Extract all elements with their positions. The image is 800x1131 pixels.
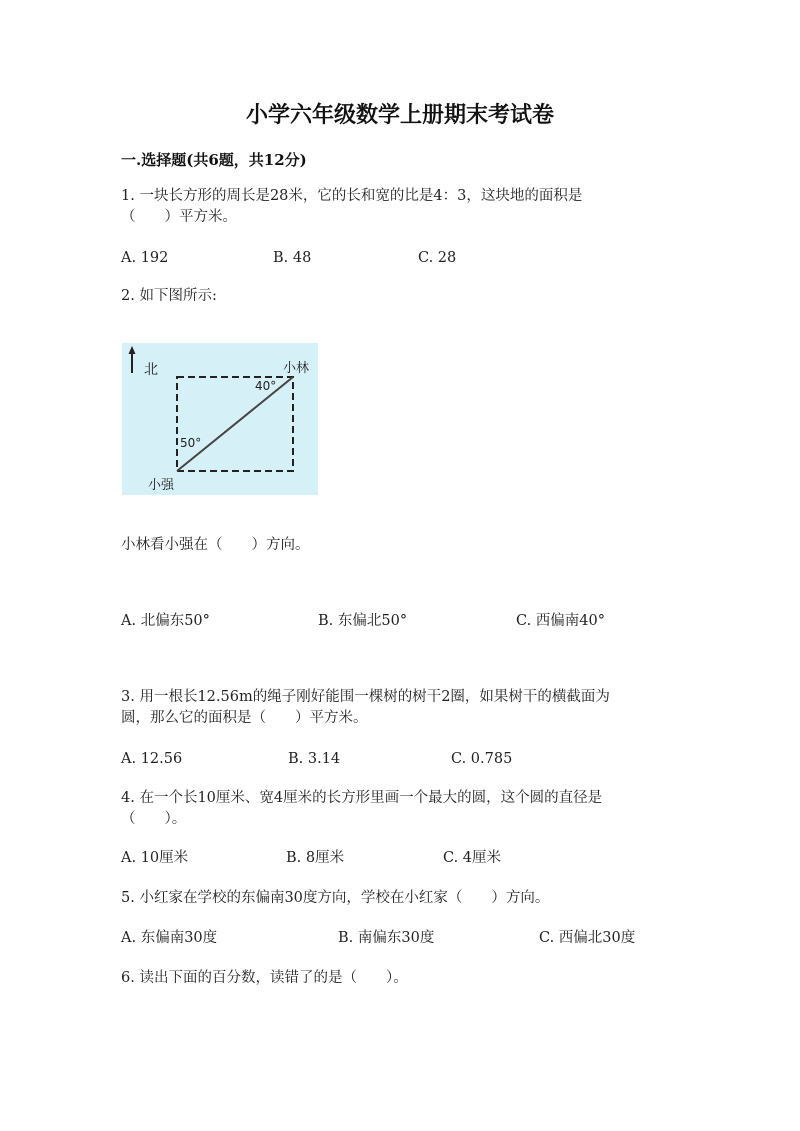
question-2-intro: 2. 如下图所示: (121, 288, 217, 304)
angle-bottom-label: 50° (180, 436, 202, 450)
direction-figure (122, 343, 318, 495)
angle-top-label: 40° (255, 379, 277, 393)
question-1-line-2: （ ）平方米。 (121, 209, 237, 225)
question-1-option-c: C. 28 (418, 250, 457, 266)
question-6-line-1: 6. 读出下面的百分数，读错了的是（ ）。 (121, 970, 408, 986)
question-4-line-2: （ ）。 (121, 811, 187, 827)
question-1-option-a: A. 192 (121, 250, 169, 266)
question-5-option-a: A. 东偏南30度 (121, 930, 218, 946)
question-3 (121, 687, 681, 729)
direction-diagram (122, 343, 318, 495)
north-label: 北 (144, 362, 158, 378)
question-3-option-b: B. 3.14 (288, 751, 341, 767)
question-1-line-1: 1. 一块长方形的周长是28米，它的长和宽的比是4：3，这块地的面积是 (121, 188, 583, 204)
question-4-option-b: B. 8厘米 (286, 850, 345, 866)
question-4 (121, 788, 681, 830)
question-3-option-a: A. 12.56 (121, 751, 183, 767)
question-6 (121, 968, 681, 989)
question-5-option-c: C. 西偏北30度 (539, 930, 636, 946)
question-2-text: 小林看小强在（ ）方向。 (121, 537, 310, 553)
question-3-line-2: 圆，那么它的面积是（ ）平方米。 (121, 710, 368, 726)
xiaolin-label: 小林 (283, 361, 310, 376)
question-5-option-b: B. 南偏东30度 (338, 930, 435, 946)
question-2-option-a: A. 北偏东50° (121, 613, 210, 629)
question-4-line-1: 4. 在一个长10厘米、宽4厘米的长方形里画一个最大的圆，这个圆的直径是 (121, 790, 603, 806)
question-5 (121, 888, 681, 909)
north-arrow-icon (129, 346, 136, 354)
question-2-option-c: C. 西偏南40° (516, 613, 605, 629)
section-heading: 一.选择题(共6题，共12分) (121, 151, 307, 169)
question-1-option-b: B. 48 (273, 250, 312, 266)
xiaoqiang-label: 小强 (148, 478, 175, 493)
question-4-option-a: A. 10厘米 (121, 850, 189, 866)
question-4-option-c: C. 4厘米 (443, 850, 502, 866)
question-1 (121, 186, 681, 228)
question-5-line-1: 5. 小红家在学校的东偏南30度方向，学校在小红家（ ）方向。 (121, 890, 550, 906)
question-3-option-c: C. 0.785 (451, 751, 513, 767)
question-3-line-1: 3. 用一根长12.56m的绳子刚好能围一棵树的树干2圈，如果树干的横截面为 (121, 689, 610, 705)
question-2-option-b: B. 东偏北50° (318, 613, 408, 629)
page-title: 小学六年级数学上册期末考试卷 (245, 102, 554, 128)
